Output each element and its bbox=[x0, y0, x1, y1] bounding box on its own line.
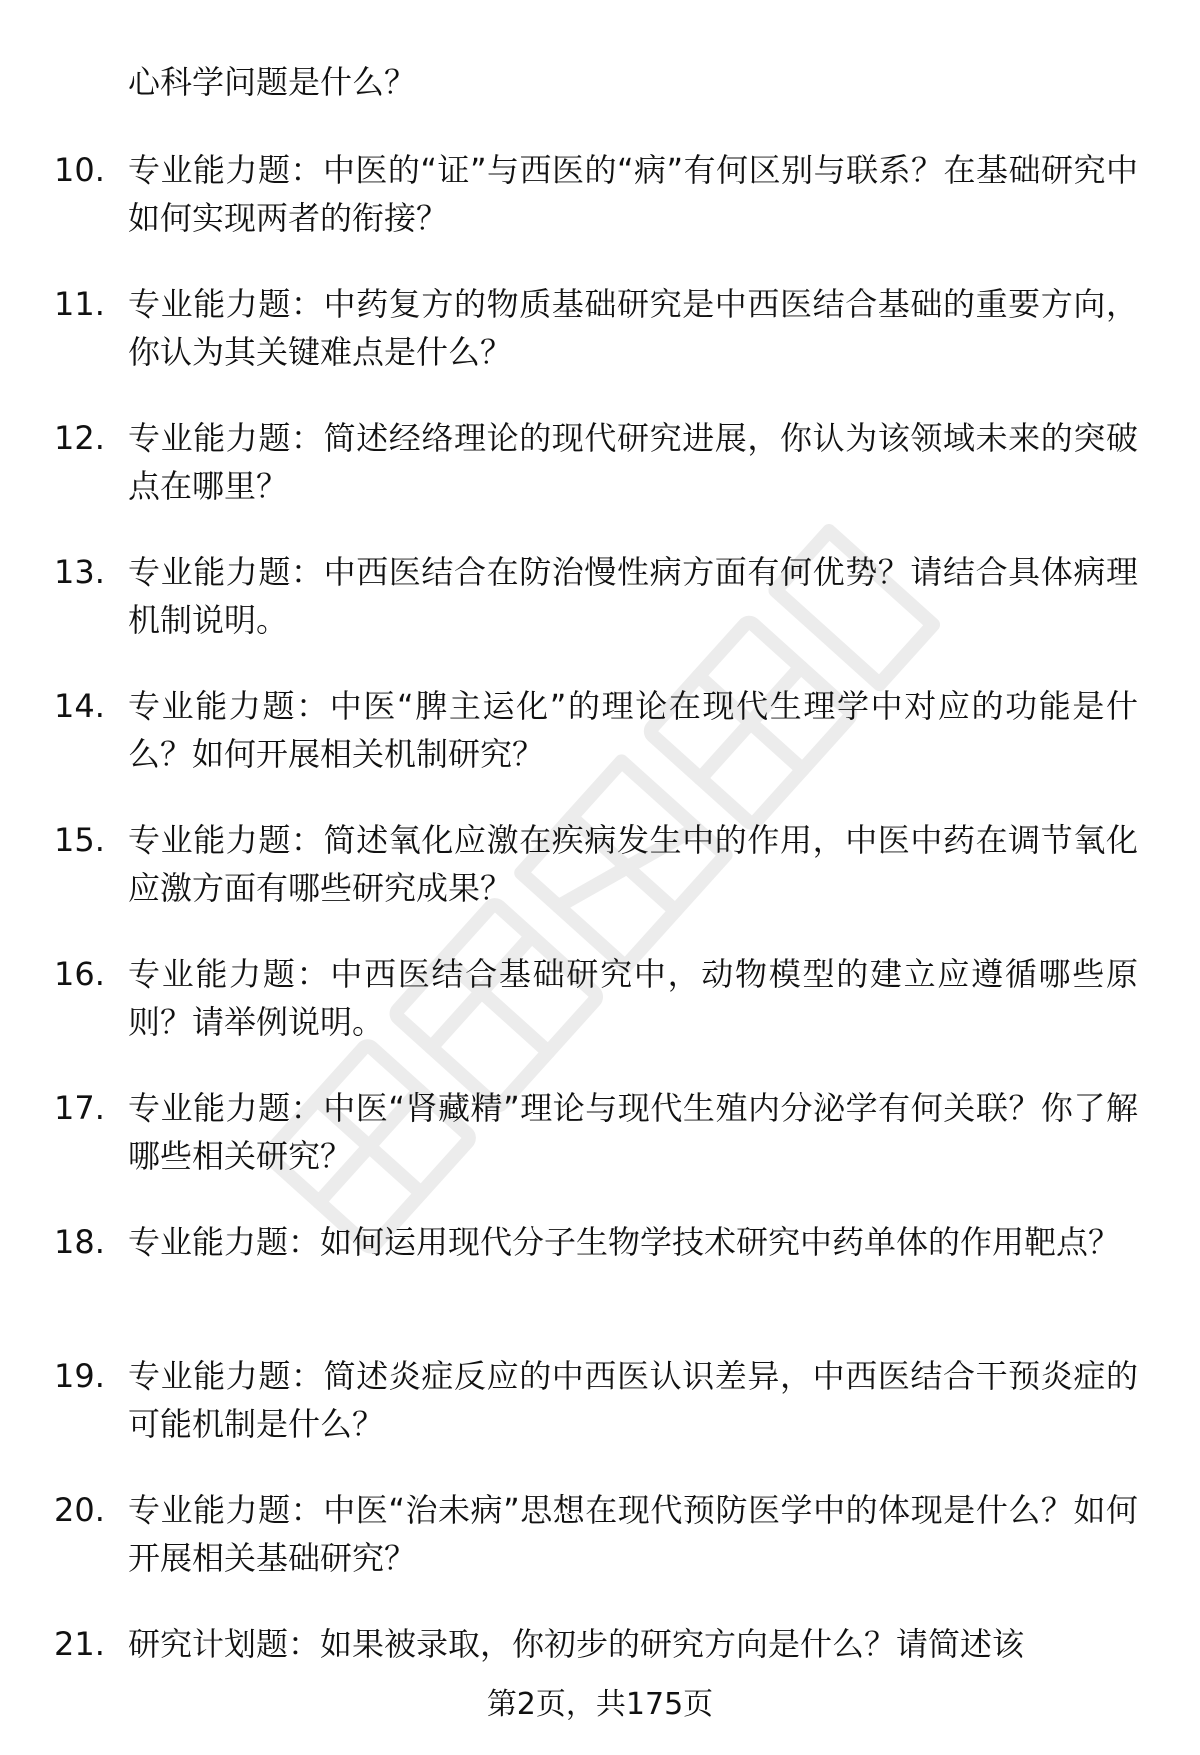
question-text: 专业能力题：如何运用现代分子生物学技术研究中药单体的作用靶点？ bbox=[128, 1223, 1121, 1261]
question-item bbox=[0, 548, 1200, 682]
question-number: 13. bbox=[54, 553, 105, 591]
question-text: 专业能力题：简述经络理论的现代研究进展，你认为该领域未来的突破点在哪里？ bbox=[128, 419, 1138, 505]
question-number: 18. bbox=[54, 1223, 105, 1261]
question-number: 17. bbox=[54, 1089, 105, 1127]
question-item bbox=[0, 1218, 1200, 1352]
page-footer: 第2页，共175页 bbox=[486, 1687, 714, 1722]
question-number: 15. bbox=[54, 821, 105, 859]
question-number: 12. bbox=[54, 419, 105, 457]
question-text: 专业能力题：中药复方的物质基础研究是中西医结合基础的重要方向，你认为其关键难点是什么？ bbox=[128, 285, 1138, 371]
question-item bbox=[0, 1486, 1200, 1620]
question-item bbox=[0, 816, 1200, 950]
question-number: 10. bbox=[54, 151, 105, 189]
question-text: 专业能力题：中医“治未病”思想在现代预防医学中的体现是什么？如何开展相关基础研究？ bbox=[128, 1491, 1138, 1577]
question-text: 专业能力题：中医的“证”与西医的“病”有何区别与联系？在基础研究中如何实现两者的衔接？ bbox=[128, 151, 1138, 237]
question-number: 21. bbox=[54, 1625, 105, 1663]
question-number: 14. bbox=[54, 687, 105, 725]
question-number: 11. bbox=[54, 285, 105, 323]
question-text: 专业能力题：简述氧化应激在疾病发生中的作用，中医中药在调节氧化应激方面有哪些研究成果？ bbox=[128, 821, 1138, 907]
question-item bbox=[0, 1352, 1200, 1486]
question-number: 16. bbox=[54, 955, 105, 993]
question-text: 研究计划题：如果被录取，你初步的研究方向是什么？请简述该 bbox=[128, 1625, 1025, 1663]
question-text: 专业能力题：中医“肾藏精”理论与现代生殖内分泌学有何关联？你了解哪些相关研究？ bbox=[128, 1089, 1138, 1175]
question-number: 20. bbox=[54, 1491, 105, 1529]
question-text: 专业能力题：中西医结合基础研究中，动物模型的建立应遵循哪些原则？请举例说明。 bbox=[128, 955, 1138, 1041]
question-item bbox=[0, 146, 1200, 280]
question-list bbox=[0, 146, 1200, 1754]
question-item bbox=[0, 414, 1200, 548]
question-item bbox=[0, 280, 1200, 414]
question-text: 专业能力题：简述炎症反应的中西医认识差异，中西医结合干预炎症的可能机制是什么？ bbox=[128, 1357, 1138, 1443]
question-text: 专业能力题：中西医结合在防治慢性病方面有何优势？请结合具体病理机制说明。 bbox=[128, 553, 1138, 639]
question-text: 专业能力题：中医“脾主运化”的理论在现代生理学中对应的功能是什么？如何开展相关机制研究？ bbox=[128, 687, 1138, 773]
question-item bbox=[0, 682, 1200, 816]
question-item bbox=[0, 1084, 1200, 1218]
continued-question-text: 心科学问题是什么？ bbox=[128, 63, 417, 101]
question-item bbox=[0, 950, 1200, 1084]
question-number: 19. bbox=[54, 1357, 105, 1395]
